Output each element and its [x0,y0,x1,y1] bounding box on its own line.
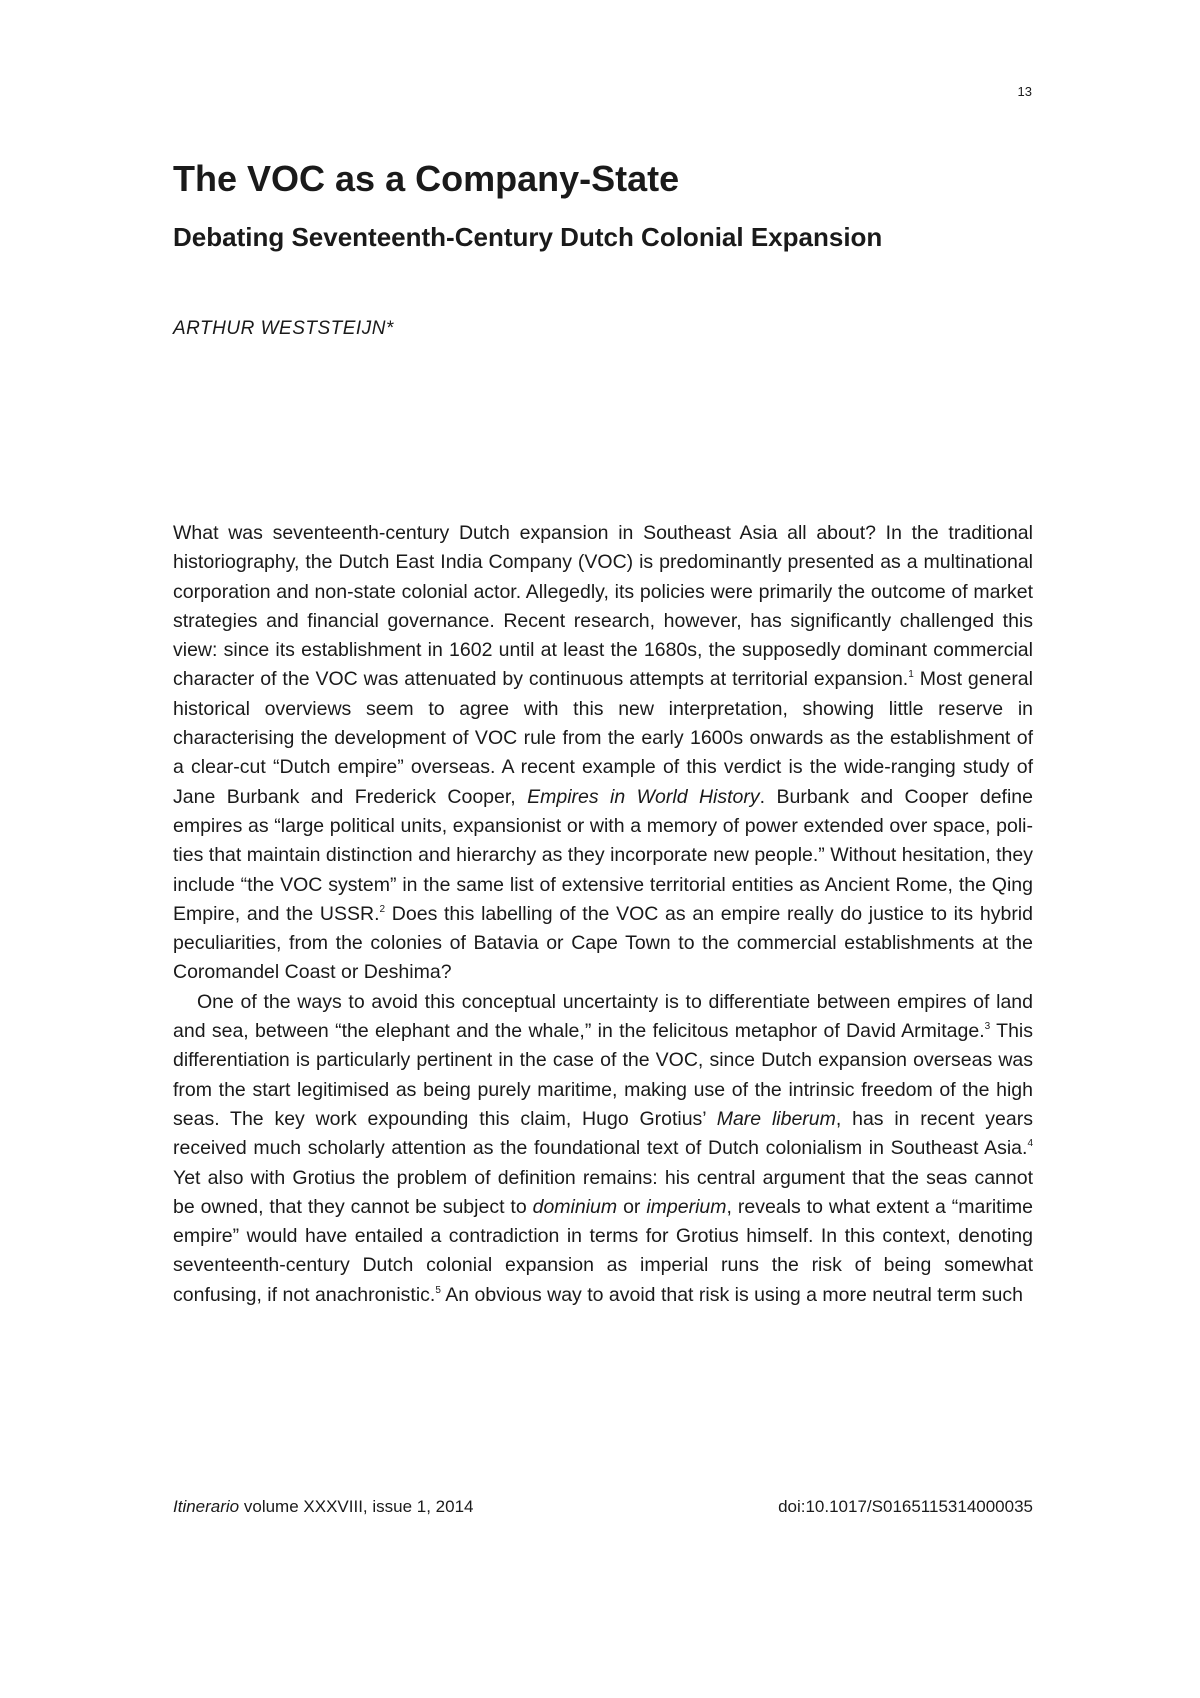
paragraph-1 [173,519,1033,988]
article-body [173,519,1033,1310]
footnote-marker: 2 [379,903,386,915]
page-number: 13 [1017,84,1032,99]
book-title: Mare liberum [716,1107,836,1130]
article-subtitle: Debating Seventeenth-Century Dutch Colonial Expansion [173,222,883,252]
footnote-marker: 3 [984,1021,991,1033]
author-name: ARTHUR WESTSTEIJN* [173,318,394,339]
paragraph-text: , reveals to what extent a “maritime empire” would have entailed a contradiction in terms for Grotius himself. In this context, denoting seventeenth-century Dutch colonial expansion as imperial runs the risk of being somewhat confusing, if not anachronistic. [173,1195,1033,1306]
latin-term: imperium [646,1195,727,1218]
paragraph-text: , has in recent years received much scholarly attention as the foundational text of Dutch colonialism in Southeast Asia. [173,1107,1033,1160]
paragraph-text: Does this labelling of the VOC as an empire really do justice to its hybrid peculiarities, from the colonies of Batavia or Cape Town to the commercial establishments at the Coromandel Coast or Deshima? [173,902,1033,984]
paragraph-text: One of the ways to avoid this conceptual uncertainty is to differentiate between empires of land and sea, between “the elephant and the whale,” in the felicitous metaphor of David Armitage. [173,990,1033,1043]
paragraph-text: Yet also with Grotius the problem of definition remains: his central argument that the seas cannot be owned, that they cannot be subject to [173,1166,1033,1218]
footnote-marker: 4 [1027,1138,1033,1150]
journal-citation [173,1497,474,1517]
paragraph-text: An obvious way to avoid that risk is using a more neutral term such [440,1283,1023,1306]
article-title: The VOC as a Company-State [173,158,680,199]
paragraph-text: This differentiation is particularly pertinent in the case of the VOC, since Dutch expansion overseas was from the start legitimised as being purely maritime, making use of the intrinsic freedom of the high seas. The key work expounding this claim, Hugo Grotius’ [173,1020,1033,1130]
journal-name: Itinerario [173,1497,240,1516]
footnote-marker: 1 [908,669,914,681]
journal-issue: volume XXXVIII, issue 1, 2014 [239,1497,474,1516]
paragraph-text: What was seventeenth-century Dutch expansion in Southeast Asia all about? In the traditional historiography, the Dutch East India Company (VOC) is predominantly presented as a multinational corporation and non-state colonial actor. Allegedly, its policies were primarily the outcome of market strategies and financial governance. Recent research, however, has significantly challenged this view: since its establishment in 1602 until at least the 1680s, the supposedly dominant commercial character of the VOC was attenuated by continuous attempts at territorial expansion. [173,522,1033,691]
doi: doi:10.1017/S0165115314000035 [778,1497,1033,1516]
paragraph-text: Most general historical overviews seem to agree with this new interpretation, showing little reserve in characterising the development of VOC rule from the early 1600s onwards as the establishment of a clear-cut “Dutch empire” overseas. A recent example of this verdict is the wide-ranging study of Jane Burbank and Frederick Cooper, [173,668,1033,808]
latin-term: dominium [532,1195,618,1218]
paragraph-text: . Burbank and Cooper define empires as “large political units, expansionist or with a memory of power extended over space, polities that maintain distinction and hierarchy as they incorporate new people.” Without hesitation, they include “the VOC system” in the same list of extensive territorial entities as Ancient Rome, the Qing Empire, and the USSR. [173,785,1033,925]
footnote-marker: 5 [435,1284,441,1296]
paragraph-text: or [617,1195,647,1218]
book-title: Empires in World History [527,785,760,808]
paragraph-2 [173,988,1033,1310]
